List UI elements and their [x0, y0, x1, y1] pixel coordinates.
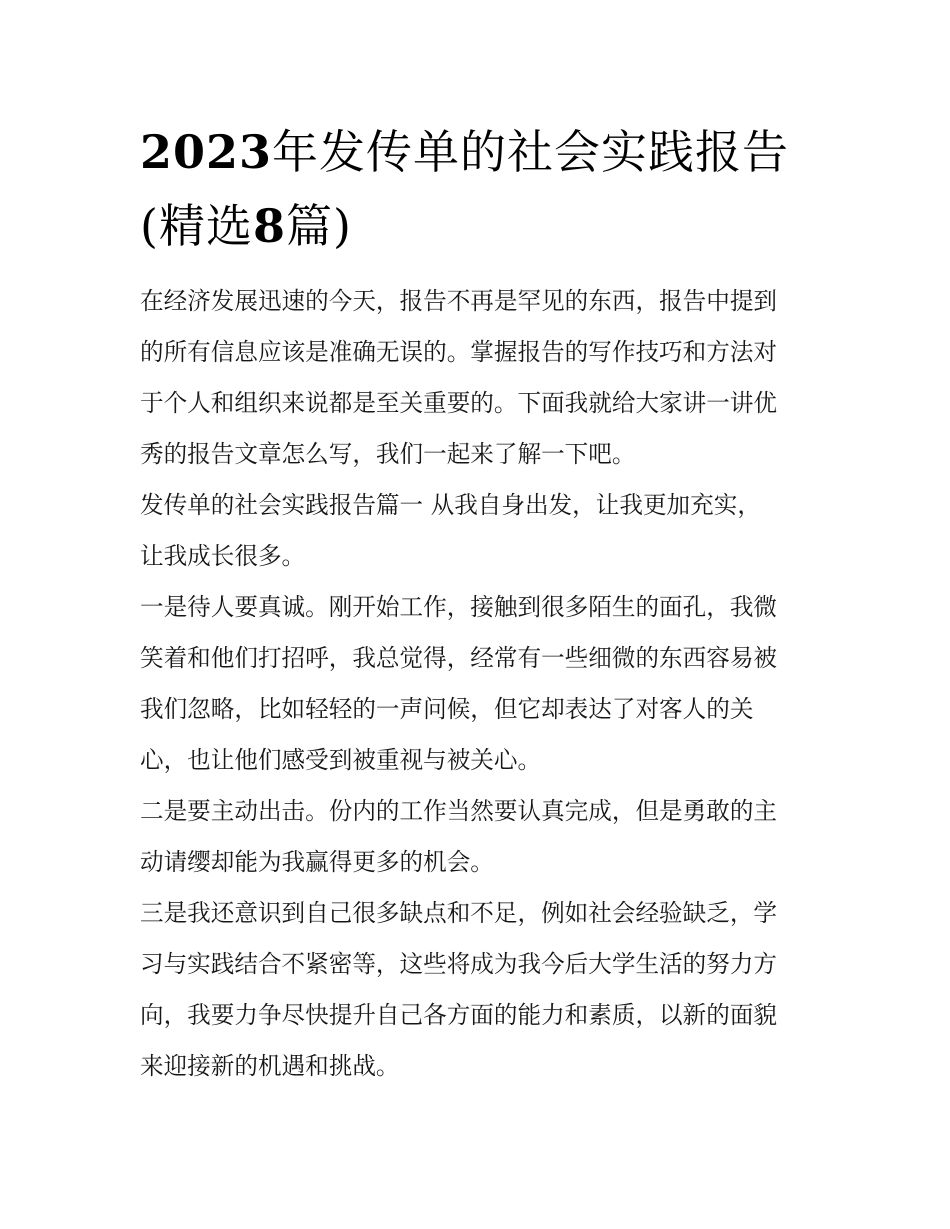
paragraph-line: 一是待人要真诚。刚开始工作，接触到很多陌生的面孔，我微 — [140, 593, 778, 621]
paragraph-line: 让我成长很多。 — [140, 542, 306, 570]
document-body — [140, 276, 820, 1092]
title-open-paren: ( — [140, 199, 159, 253]
title-close-paren: ) — [332, 199, 352, 253]
paragraph-line: 动请缨却能为我赢得更多的机会。 — [140, 848, 494, 876]
title-year: 2023 — [140, 125, 273, 179]
paragraph-line: 习与实践结合不紧密等，这些将成为我今后大学生活的努力方 — [140, 950, 778, 978]
paragraph-line: 来迎接新的机遇和挑战。 — [140, 1052, 400, 1080]
paragraph-section-one — [140, 480, 820, 582]
paragraph-line: 在经济发展迅速的今天，报告不再是罕见的东西，报告中提到 — [140, 287, 778, 315]
paragraph-line: 我们忽略，比如轻轻的一声问候，但它却表达了对客人的关 — [140, 695, 754, 723]
paragraph-line: 笑着和他们打招呼，我总觉得，经常有一些细微的东西容易被 — [140, 644, 778, 672]
title-text: 年发传单的社会实践报告 — [272, 125, 790, 179]
paragraph-line: 三是我还意识到自己很多缺点和不足，例如社会经验缺乏，学 — [140, 899, 778, 927]
title-line-1 — [140, 115, 820, 189]
paragraph-line: 向，我要力争尽快提升自己各方面的能力和素质，以新的面貌 — [140, 1001, 778, 1029]
title-selected: 精选 — [158, 199, 253, 253]
title-line-2 — [140, 189, 820, 263]
paragraph-point-one — [140, 582, 820, 786]
paragraph-intro — [140, 276, 820, 480]
paragraph-line: 二是要主动出击。份内的工作当然要认真完成，但是勇敢的主 — [140, 797, 778, 825]
title-count: 8 — [252, 199, 286, 253]
paragraph-line: 心，也让他们感受到被重视与被关心。 — [140, 746, 542, 774]
paragraph-point-three — [140, 888, 820, 1092]
document-title — [140, 115, 820, 263]
paragraph-line: 秀的报告文章怎么写，我们一起来了解一下吧。 — [140, 440, 636, 468]
paragraph-line: 于个人和组织来说都是至关重要的。下面我就给大家讲一讲优 — [140, 389, 778, 417]
title-pian: 篇 — [285, 199, 333, 253]
paragraph-point-two — [140, 786, 820, 888]
paragraph-line: 发传单的社会实践报告篇一 从我自身出发，让我更加充实， — [140, 491, 761, 519]
paragraph-line: 的所有信息应该是准确无误的。掌握报告的写作技巧和方法对 — [140, 338, 778, 366]
